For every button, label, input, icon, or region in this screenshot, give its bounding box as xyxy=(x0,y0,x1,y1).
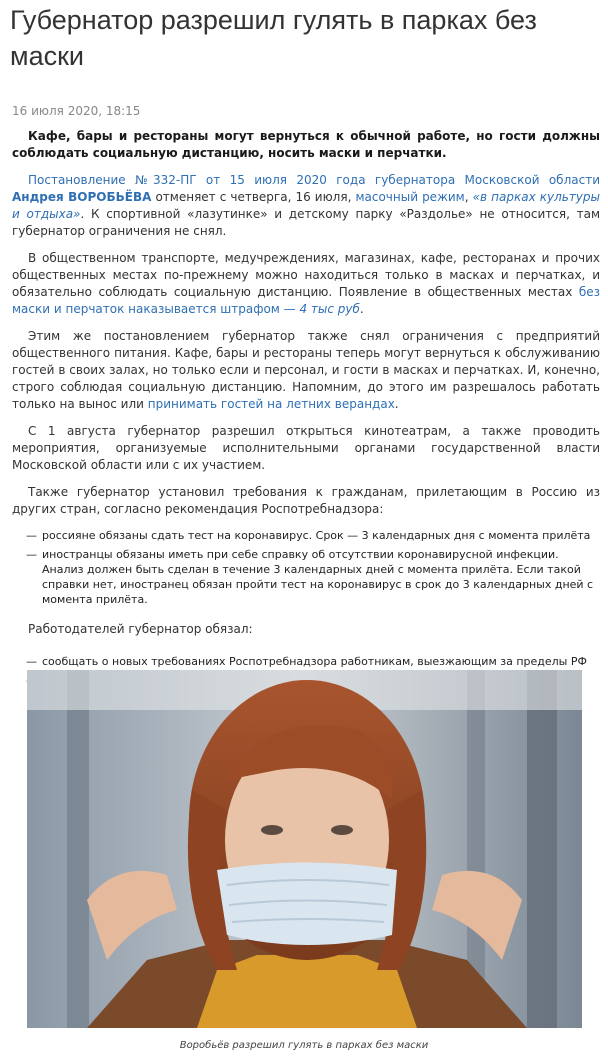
arrivals-requirements-list xyxy=(12,528,600,607)
paragraph-2-text-a: В общественном транспорте, медучреждениях, магазинах, кафе, ресторанах и прочих общественных местах по-прежнему можно находиться только в масках и перчатках, и обязательно соблюдать социальную дистанцию. Появление в общественных местах xyxy=(12,251,600,299)
fine-link[interactable]: без маски и перчаток наказывается штрафом xyxy=(12,285,600,316)
list-item-text: россияне обязаны сдать тест на коронавирус. Срок — 3 календарных дня с момента прилёта xyxy=(42,529,591,542)
verandas-link[interactable]: принимать гостей на летних верандах xyxy=(147,397,395,411)
list-item xyxy=(26,528,600,543)
paragraph-6: Работодателей губернатор обязал: xyxy=(28,622,253,636)
dash-bullet: — xyxy=(26,548,37,561)
publish-date: 16 июля 2020, 18:15 xyxy=(12,104,141,118)
paragraph-2-text-b: . xyxy=(359,302,364,316)
fine-amount: — 4 тыс руб xyxy=(279,302,360,316)
paragraph-1 xyxy=(12,172,600,240)
paragraph-1-text-c: . К спортивной «лазутинке» и детскому парку «Раздолье» не относится, там губернатор ограничения не снял. xyxy=(12,207,601,238)
list-item xyxy=(26,547,600,607)
paragraph-2 xyxy=(12,250,600,318)
paragraph-5: Также губернатор установил требования к гражданам, прилетающим в Россию из других стран, согласно рекомендация Роспотребнадзора: xyxy=(12,485,600,516)
article-body xyxy=(12,128,600,713)
article-lead: Кафе, бары и рестораны могут вернуться к обычной работе, но гости должны соблюдать социальную дистанцию, носить маски и перчатки. xyxy=(12,129,600,160)
article-photo xyxy=(27,670,582,1028)
list-item-text: сообщать о новых требованиях Роспотребнадзора работникам, выезжающим за пределы РФ xyxy=(42,655,587,668)
paragraph-1-text-b: , xyxy=(464,190,473,204)
paragraph-3 xyxy=(12,328,600,413)
parks-quote: «в парках культуры и отдыха» xyxy=(12,190,601,221)
list-item-text: иностранцы обязаны иметь при себе справку об отсутствии коронавирусной инфекции. Анализ должен быть сделан в течение 3 календарных дней с момента прилёта. Если такой справки нет, иностранец обязан пройти тест на коронавирус в срок до 3 календарных дней с момента прилёта. xyxy=(42,548,594,606)
decree-link[interactable]: Постановление №332-ПГ от 15 июля 2020 года губернатора Московской области xyxy=(28,173,600,187)
article-title: Губернатор разрешил гулять в парках без маски xyxy=(10,5,537,71)
dash-bullet: — xyxy=(26,529,37,542)
paragraph-3-text-a: Этим же постановлением губернатор также снял ограничения с предприятий общественного питания. Кафе, бары и рестораны теперь могут вернуться к обслуживанию гостей в своих залах, но только если и персонал, и гости в масках и перчатках. И, конечно, строго соблюдая социальную дистанцию. Напомним, до этого им разрешалось работать только на вынос или xyxy=(12,329,600,411)
photo-caption: Воробьёв разрешил гулять в парках без маски xyxy=(179,1040,429,1051)
paragraph-3-text-b: . xyxy=(394,397,399,411)
paragraph-1-text-a: отменяет с четверга, 16 июля, xyxy=(151,190,356,204)
governor-name-link[interactable]: Андрея ВОРОБЬЁВА xyxy=(12,190,152,204)
mask-regime-link[interactable]: масочный режим xyxy=(355,190,465,204)
woman-in-mask-image xyxy=(27,670,582,1028)
paragraph-4: С 1 августа губернатор разрешил открыться кинотеатрам, а также проводить мероприятия, организуемые исполнительными органами государственной власти Московской области или с их участием. xyxy=(12,424,600,472)
list-item xyxy=(26,654,600,669)
dash-bullet: — xyxy=(26,655,37,668)
